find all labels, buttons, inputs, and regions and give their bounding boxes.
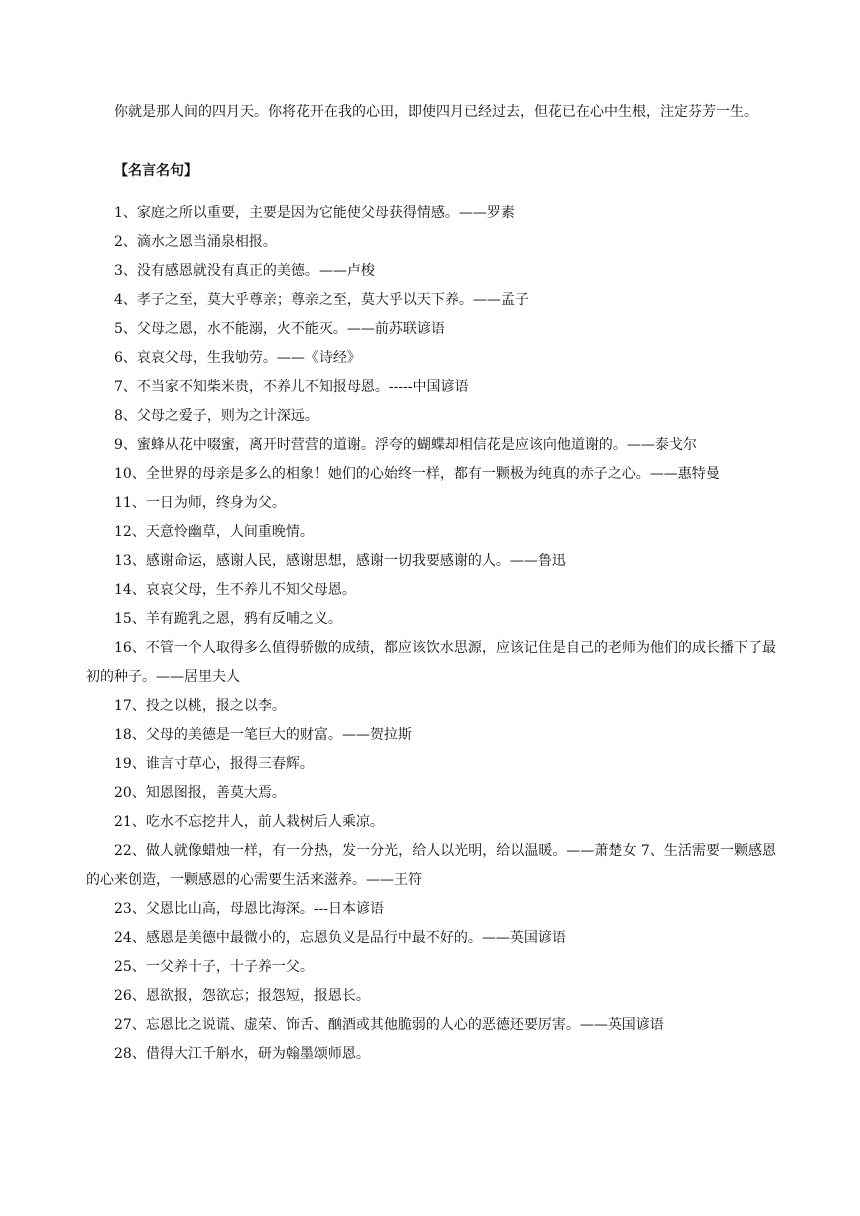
quote-item: 7、不当家不知柴米贵，不养儿不知报母恩。-----中国谚语 — [114, 379, 469, 395]
quote-item: 2、滴水之恩当涌泉相报。 — [114, 234, 277, 250]
quote-item: 19、谁言寸草心，报得三春辉。 — [114, 756, 314, 772]
quote-item: 27、忘恩比之说谎、虚荣、饰舌、酗酒或其他脆弱的人心的恶德还要厉害。——英国谚语 — [114, 1017, 664, 1033]
quote-item: 22、做人就像蜡烛一样，有一分热，发一分光，给人以光明，给以温暖。——萧楚女 7、生活需要一颗感恩的心来创造，一颗感恩的心需要生活来滋养。——王符 — [86, 843, 776, 888]
quote-item: 16、不管一个人取得多么值得骄傲的成绩，都应该饮水思源，应该记住是自己的老师为他们的成长播下了最初的种子。——居里夫人 — [86, 640, 776, 685]
quote-item: 25、一父养十子，十子养一父。 — [114, 959, 314, 975]
quote-item: 5、父母之恩，水不能溺，火不能灭。——前苏联谚语 — [114, 321, 445, 337]
document-page — [86, 98, 776, 1069]
quote-item: 10、全世界的母亲是多么的相象！她们的心始终一样，都有一颗极为纯真的赤子之心。——惠特曼 — [114, 466, 720, 482]
intro-paragraph: 你就是那人间的四月天。你将花开在我的心田，即使四月已经过去，但花已在心中生根，注定芬芳一生。 — [114, 104, 758, 120]
quote-item: 3、没有感恩就没有真正的美德。——卢梭 — [114, 263, 375, 279]
quote-list — [86, 199, 776, 1069]
quote-item: 28、借得大江千斛水，研为翰墨颂师恩。 — [114, 1046, 370, 1062]
quote-item: 21、吃水不忘挖井人，前人栽树后人乘凉。 — [114, 814, 384, 830]
quote-item: 26、恩欲报，怨欲忘；报怨短，报恩长。 — [114, 988, 370, 1004]
quote-item: 23、父恩比山高，母恩比海深。---日本谚语 — [114, 901, 385, 917]
quote-item: 1、家庭之所以重要，主要是因为它能使父母获得情感。——罗素 — [114, 205, 515, 221]
quote-item: 24、感恩是美德中最微小的，忘恩负义是品行中最不好的。——英国谚语 — [114, 930, 566, 946]
quote-item: 18、父母的美德是一笔巨大的财富。——贺拉斯 — [114, 727, 412, 743]
quote-item: 20、知恩图报，善莫大焉。 — [114, 785, 286, 801]
quote-item: 14、哀哀父母，生不养儿不知父母恩。 — [114, 582, 356, 598]
quote-item: 8、父母之爱子，则为之计深远。 — [114, 408, 319, 424]
quote-item: 15、羊有跪乳之恩，鸦有反哺之义。 — [114, 611, 342, 627]
quote-item: 6、哀哀父母，生我劬劳。——《诗经》 — [114, 350, 361, 366]
quote-item: 9、蜜蜂从花中啜蜜，离开时营营的道谢。浮夸的蝴蝶却相信花是应该向他道谢的。——泰戈尔 — [114, 437, 697, 453]
quote-item: 11、一日为师，终身为父。 — [114, 495, 286, 511]
section-heading: 【名言名句】 — [114, 163, 198, 179]
quote-item: 17、投之以桃，报之以李。 — [114, 698, 286, 714]
quote-item: 12、天意怜幽草，人间重晚情。 — [114, 524, 314, 540]
quote-item: 13、感谢命运，感谢人民，感谢思想，感谢一切我要感谢的人。——鲁迅 — [114, 553, 566, 569]
quote-item: 4、孝子之至，莫大乎尊亲；尊亲之至，莫大乎以天下养。——孟子 — [114, 292, 529, 308]
